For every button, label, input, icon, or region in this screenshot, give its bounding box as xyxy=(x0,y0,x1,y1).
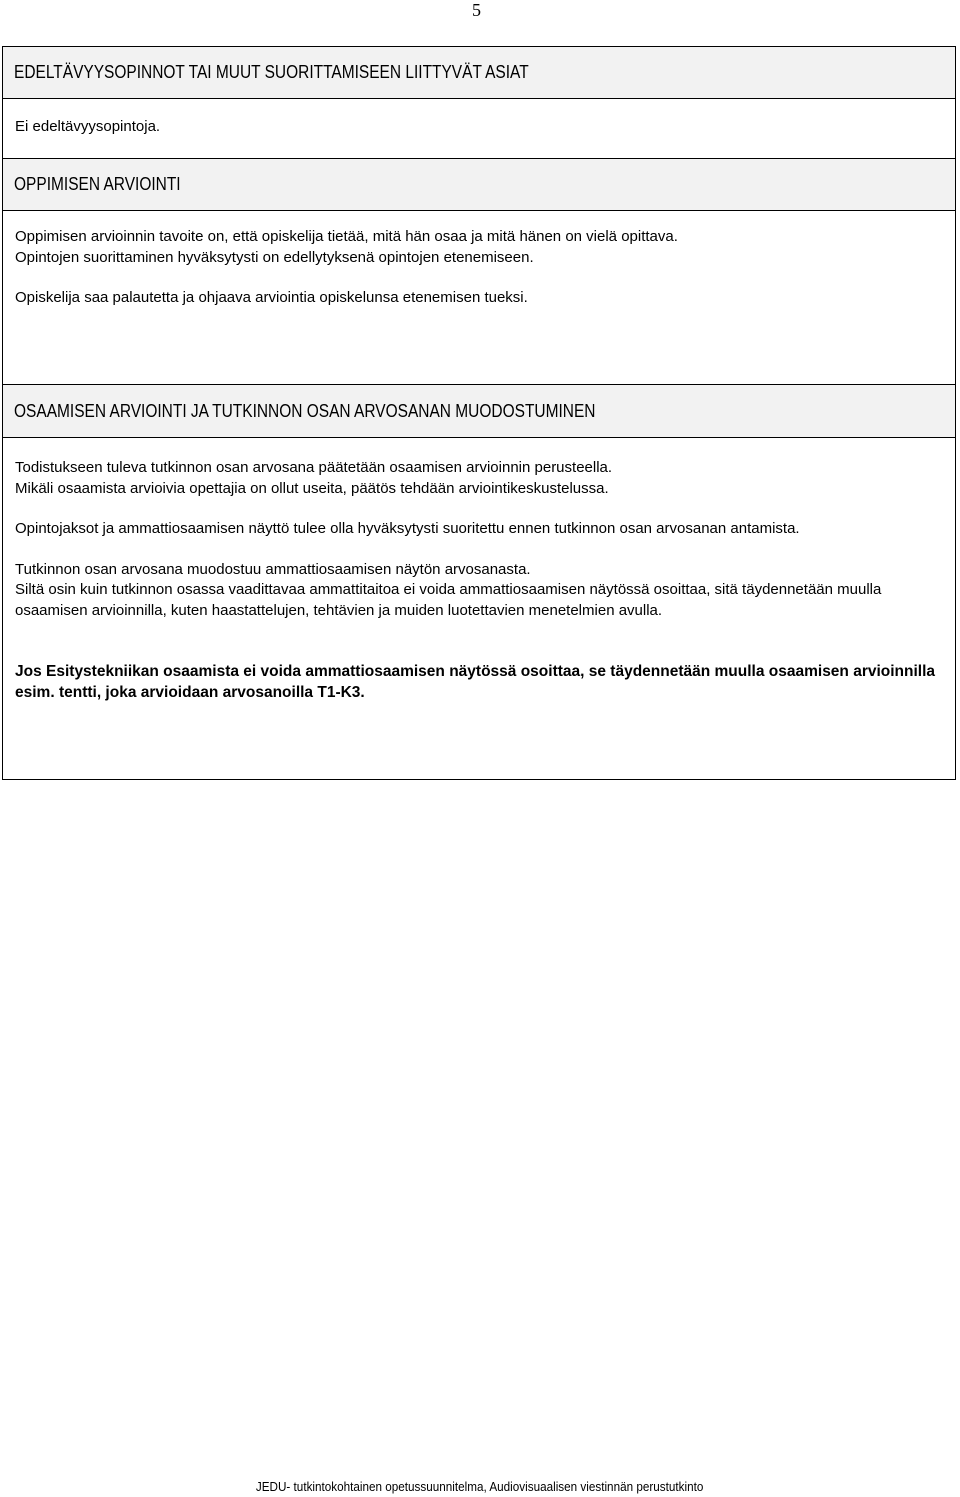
learning-assessment-heading xyxy=(3,158,955,211)
page-number: 5 xyxy=(472,0,481,20)
curriculum-table xyxy=(2,46,956,780)
learning-assessment-line2: Opintojen suorittaminen hyväksytysti on edellytyksenä opintojen etenemiseen. xyxy=(15,248,534,266)
prerequisites-heading xyxy=(3,47,955,99)
learning-assessment-heading-text: OPPIMISEN ARVIOINTI xyxy=(14,174,181,194)
competence-para2: Opintojaksot ja ammattiosaamisen näyttö tulee olla hyväksytysti suoritettu ennen tutkinnon osan arvosanan antamista. xyxy=(15,520,800,537)
learning-assessment-line3: Opiskelija saa palautetta ja ohjaava arviointia opiskelunsa etenemisen tueksi. xyxy=(15,289,528,306)
competence-assessment-heading xyxy=(3,384,955,438)
learning-assessment-cell xyxy=(3,211,955,384)
competence-para3-line2: Siltä osin kuin tutkinnon osassa vaadittavaa ammattitaitoa ei voida ammattiosaamisen näytössä osoittaa, sitä täydennetään muulla osaamisen arvioinnilla, kuten haastattelujen, tehtävien ja muiden luotettavien menetelmien avulla. xyxy=(15,581,882,619)
learning-assessment-line1: Oppimisen arvioinnin tavoite on, että opiskelija tietää, mitä hän osaa ja mitä hänen on vielä opittava. xyxy=(15,228,678,245)
page-footer xyxy=(0,1478,960,1496)
footer-text: JEDU- tutkintokohtainen opetussuunnitelma, Audiovisuaalisen viestinnän perustutkinto xyxy=(256,1479,704,1494)
competence-para3-line1: Tutkinnon osan arvosana muodostuu ammattiosaamisen näytön arvosanasta. xyxy=(15,560,531,578)
competence-assessment-cell xyxy=(3,438,955,779)
competence-bold-note: Jos Esitystekniikan osaamista ei voida ammattiosaamisen näytössä osoittaa, se täydennetään muulla osaamisen arvioinnilla esim. tentti, joka arvioidaan arvosanoilla T1-K3. xyxy=(15,663,936,701)
competence-para1-line1: Todistukseen tuleva tutkinnon osan arvosana päätetään osaamisen arvioinnin perusteella. xyxy=(15,459,613,476)
competence-assessment-heading-text: OSAAMISEN ARVIOINTI JA TUTKINNON OSAN ARVOSANAN MUODOSTUMINEN xyxy=(14,400,596,421)
prerequisites-text: Ei edeltävyysopintoja. xyxy=(15,118,161,135)
prerequisites-heading-text: EDELTÄVYYSOPINNOT TAI MUUT SUORITTAMISEEN LIITTYVÄT ASIAT xyxy=(14,62,529,82)
prerequisites-cell xyxy=(3,99,955,158)
competence-para1-line2: Mikäli osaamista arvioivia opettajia on ollut useita, päätös tehdään arviointikeskustelussa. xyxy=(15,479,609,497)
